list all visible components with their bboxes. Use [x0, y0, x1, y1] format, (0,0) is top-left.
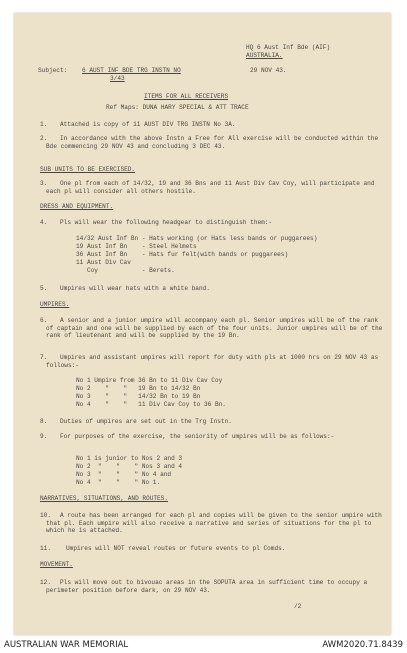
para-6-number: 6. — [40, 317, 48, 324]
umpire-assignment-3: No 3 " " 14/32 Bn to 19 Bn — [76, 393, 201, 400]
para-1-text: Attached is copy of 11 AUST DIV TRG INSTN No 3A. — [60, 121, 236, 128]
para-4-text: Pls will wear the following headgear to distinguish them:- — [60, 219, 273, 226]
archive-name: AUSTRALIAN WAR MEMORIAL — [4, 640, 129, 650]
para-12-text: Pls will move out to bivouac areas in the SOPUTA area in sufficient time to occupy a perimeter position before dark, on 29 NOV 43. — [46, 579, 368, 594]
para-12-number: 12. — [40, 579, 51, 586]
page-continuation-mark: /2 — [294, 603, 302, 610]
para-1-number: 1. — [40, 121, 48, 128]
para-10-number: 10. — [40, 512, 51, 519]
archive-reference: AWM2020.71.8439 — [322, 640, 403, 650]
para-10-text: A route has been arranged for each pl and copies will be given to the senior umpire with that pl. Each umpire will also receive a narrative and series of situations for the pl to which he is attached. — [46, 512, 382, 535]
seniority-line-3: No 3 " " " No 4 and — [76, 471, 172, 478]
heading-umpires: UMPIRES. — [40, 301, 70, 308]
umpire-assignment-1: No 1 Umpire from 36 Bn to 11 Div Cav Coy — [76, 377, 223, 384]
headgear-line-4: 11 Aust Div Cav — [76, 259, 131, 266]
headgear-line-1: 14/32 Aust Inf Bn - Hats working (or Hats less bands or puggarees) — [76, 235, 318, 242]
seniority-line-4: No 4 " " " No 1. — [76, 479, 161, 486]
subject-line-2: 3/43 — [110, 75, 125, 82]
heading-narratives: NARRATIVES, SITUATIONS, AND ROUTES. — [40, 495, 168, 502]
para-6-text: A senior and a junior umpire will accompany each pl. Senior umpires will be of the rank of captain and one will be supplied by each of the four units. Junior umpires will be of the rank of lieutenant and will be supplied by the 19 Bn. — [46, 317, 383, 340]
para-3-number: 3. — [40, 180, 48, 187]
seniority-line-2: No 2 " " " Nos 3 and 4 — [76, 463, 183, 470]
headgear-line-2: 19 Aust Inf Bn - Steel Helmets — [76, 243, 197, 250]
umpire-assignment-4: No 4 " " 11 Div Cav Coy to 36 Bn. — [76, 401, 226, 408]
para-7-number: 7. — [40, 354, 48, 361]
para-7-text: Umpires and assistant umpires will report for duty with pls at 1000 hrs on 29 NOV 43 as follows:- — [46, 354, 379, 369]
para-9-text: For purposes of the exercise, the seniority of umpires will be as follows:- — [60, 433, 335, 440]
para-9-number: 9. — [40, 433, 48, 440]
document-title: ITEMS FOR ALL RECEIVERS — [144, 93, 229, 100]
document-page — [14, 13, 391, 635]
seniority-line-1: No 1 is junior to Nos 2 and 3 — [76, 455, 183, 462]
reference-maps: Ref Maps: DUNA HARY SPECIAL & ATT TRACE — [106, 104, 249, 111]
para-2-number: 2. — [40, 135, 48, 142]
para-11-text: Umpires will NOT reveal routes or future events to pl Comds. — [66, 545, 286, 552]
from-location: AUSTRALIA. — [246, 52, 283, 59]
heading-sub-units: SUB UNITS TO BE EXERCISED. — [40, 166, 136, 173]
para-8-number: 8. — [40, 418, 48, 425]
para-11-number: 11. — [40, 545, 51, 552]
heading-dress-equipment: DRESS AND EQUIPMENT. — [40, 203, 114, 210]
para-4-number: 4. — [40, 219, 48, 226]
umpire-assignment-2: No 2 " " 19 Bn to 14/32 Bn — [76, 385, 201, 392]
para-2-text: In accordance with the above Instn a Free for All exercise will be conducted within the Bde commencing 29 NOV 43 and concluding 3 DEC 43. — [46, 135, 379, 150]
archive-footer — [0, 638, 407, 653]
para-5-text: Umpires will wear hats with a white band. — [60, 285, 210, 292]
para-5-number: 5. — [40, 285, 48, 292]
document-date: 29 NOV 43. — [250, 67, 287, 74]
headgear-line-3: 36 Aust Inf Bn - Hats fur felt(with bands or puggarees) — [76, 251, 289, 258]
heading-movement: MOVEMENT. — [40, 561, 73, 568]
headgear-line-5: Coy - Berets. — [76, 267, 175, 274]
from-unit: HQ 6 Aust Inf Bde (AIF) — [246, 44, 331, 51]
subject-line-1: 6 AUST INF BDE TRG INSTN NO — [82, 67, 181, 74]
para-3-text: One pl from each of 14/32, 19 and 36 Bns and 11 Aust Div Cav Coy, will participate and each pl will consider all others hostile. — [46, 180, 375, 195]
subject-label: Subject: — [38, 67, 68, 74]
para-8-text: Duties of umpires are set out in the Trg Instn. — [60, 418, 232, 425]
